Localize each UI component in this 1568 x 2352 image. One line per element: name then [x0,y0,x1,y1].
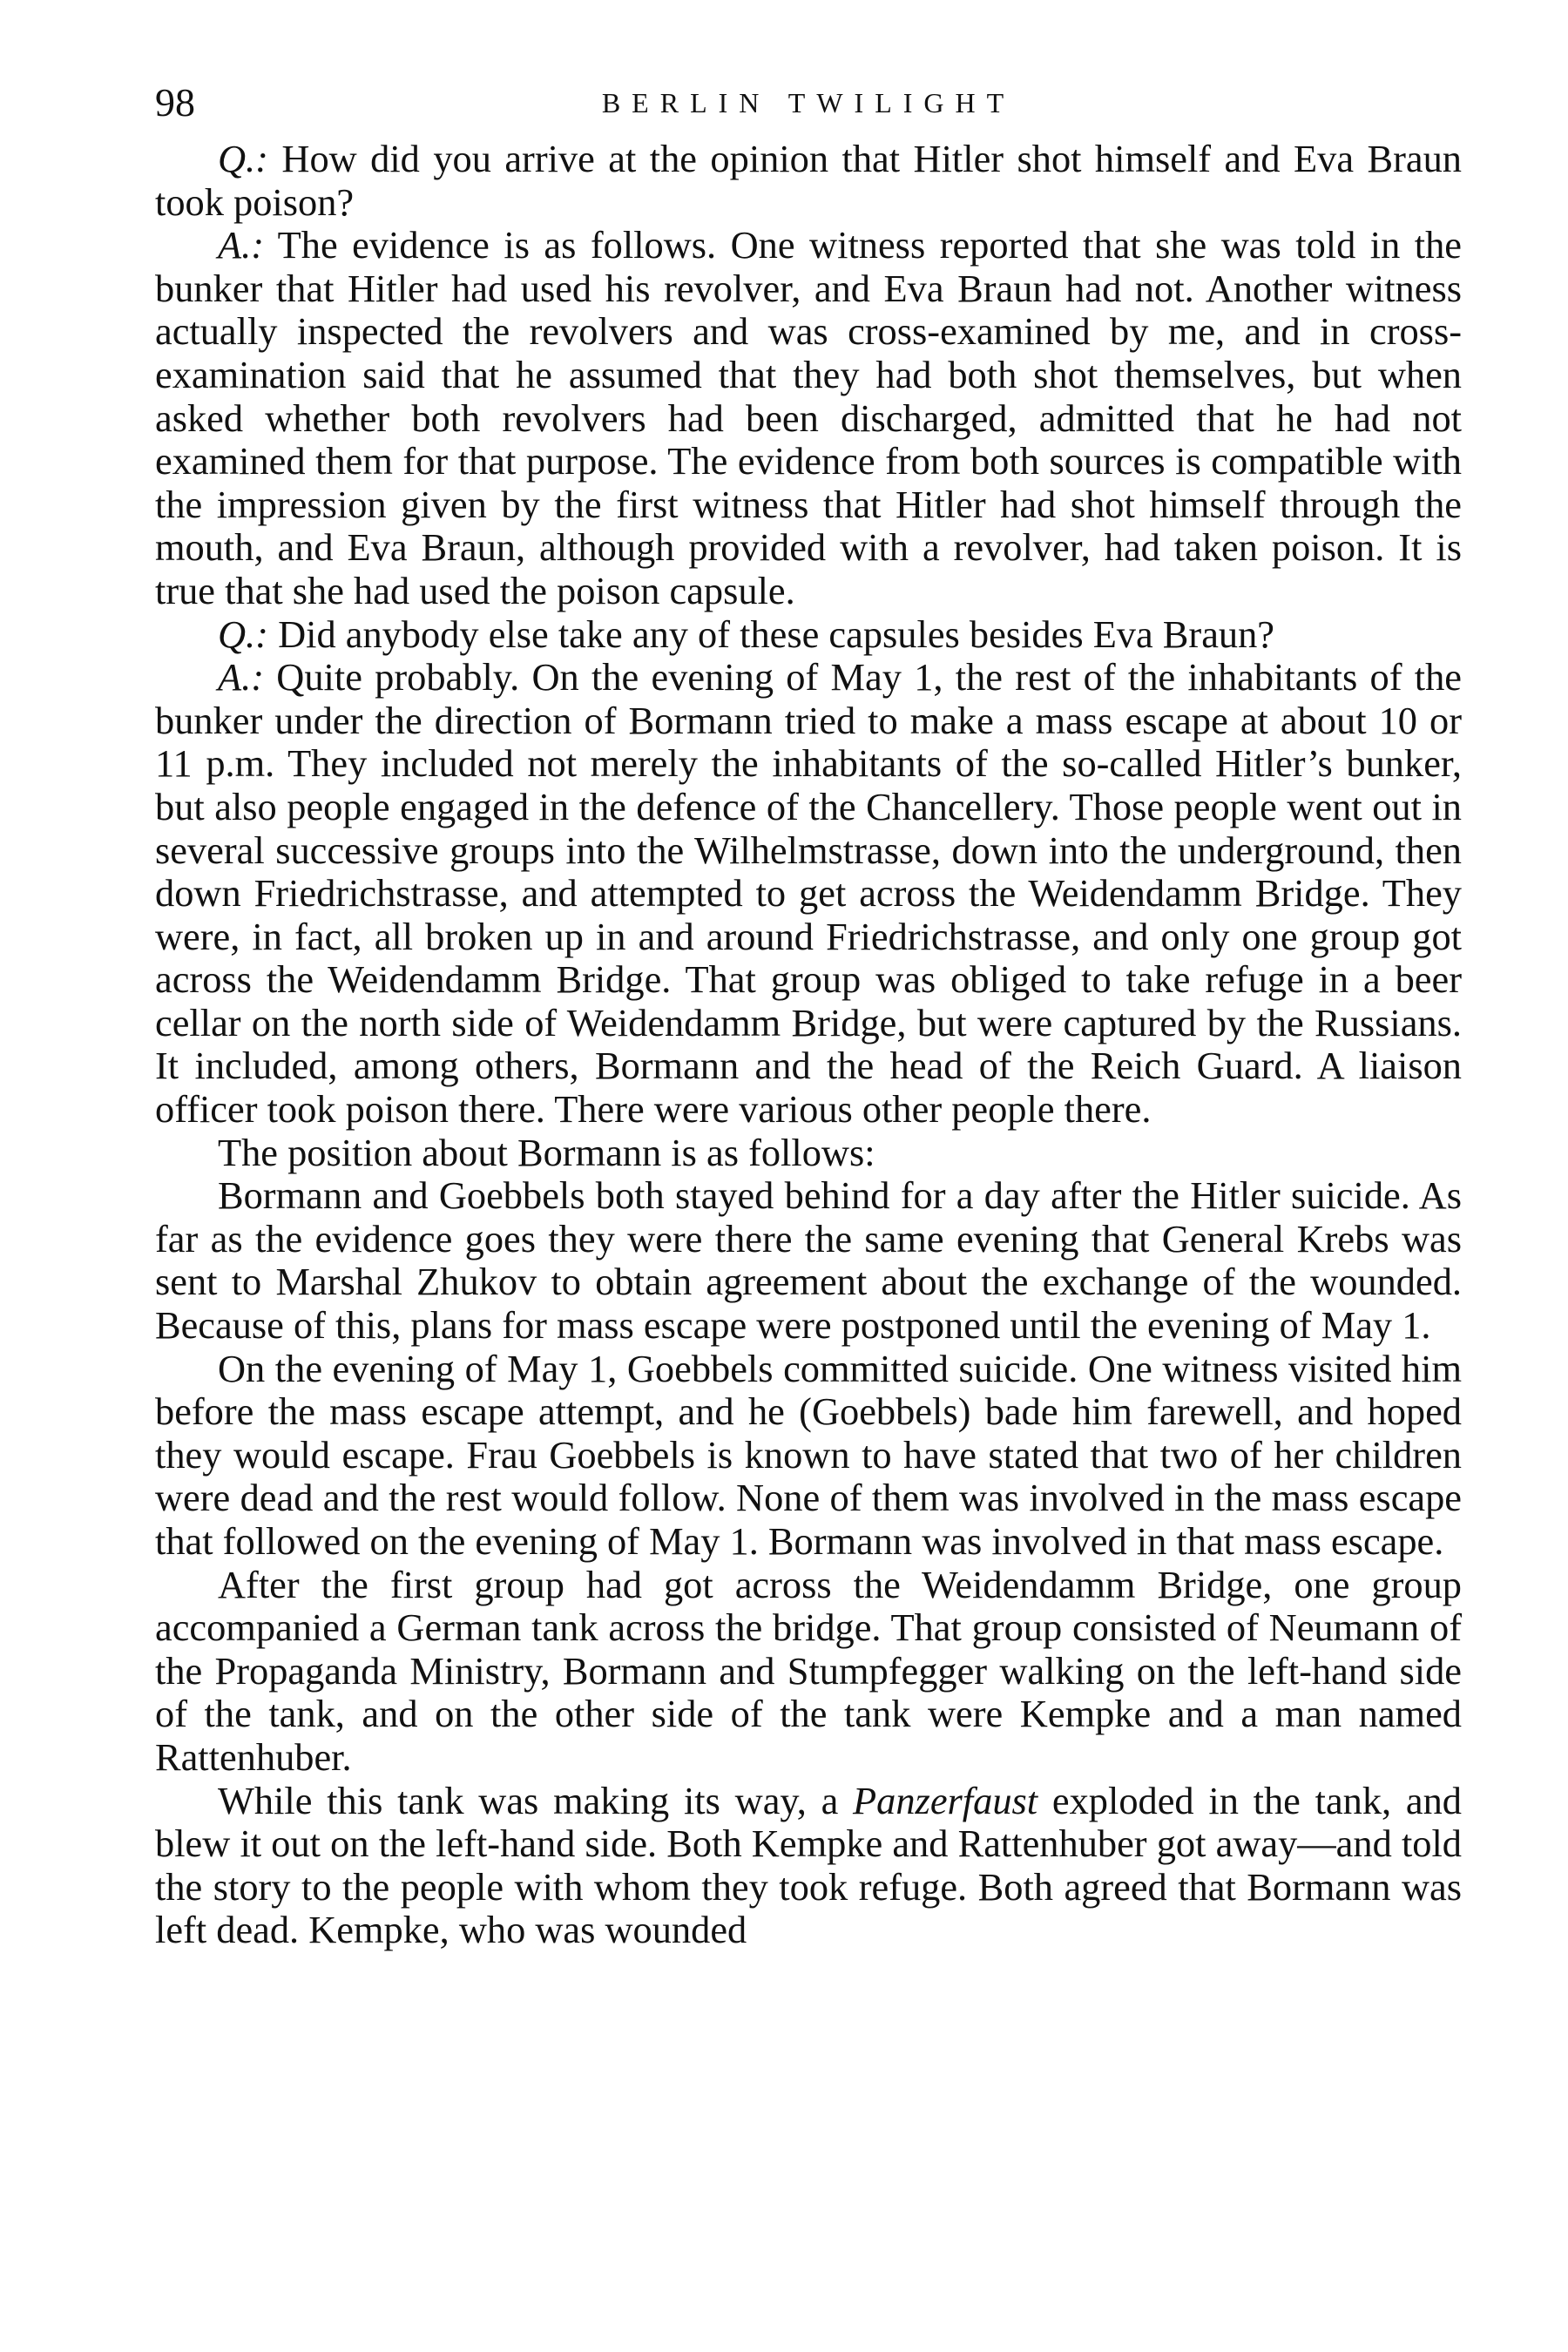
emphasis-panzerfaust: Panzerfaust [853,1778,1038,1822]
answer-text: Quite probably. On the evening of May 1, the rest of the inhabitants of the bunker under the direction of Bormann tried to make a mass escape at about 10 or 11 p.m. They included not merely the inhabitants of the so-called Hitler’s bunker, but also people engaged in the defence of the Chancellery. Those people went out in several successive groups into the Wilhelmstrasse, down into the underground, then down Friedrichstrasse, and attempted to get across the Weidendamm Bridge. They were, in fact, all broken up in and around Friedrichstrasse, and only one group got across the Weidendamm Bridge. That group was obliged to take refuge in a beer cellar on the north side of Weidendamm Bridge, but were captured by the Russians. It included, among others, Bormann and the head of the Reich Guard. A liaison officer took poison there. There were various other people there. [155,655,1462,1132]
paragraph-answer-1 [155,224,1462,612]
answer-label: A.: [218,223,264,267]
paragraph-bormann-goebbels: Bormann and Goebbels both stayed behind for a day after the Hitler suicide. As far as the evidence goes they were there the same evening that General Krebs was sent to Marshal Zhukov to obtain agreement about the exchange of the wounded. Because of this, plans for mass escape were postponed until the evening of May 1. [155,1173,1462,1348]
paragraph-text: exploded in the tank, and blew it out on the left-hand side. Both Kempke and Rattenhuber got away—and told the story to the people with whom they took refuge. Both agreed that Bormann was left dead. Kempke, who was wounded [155,1778,1462,1952]
paragraph-text: While this tank was making its way, a [218,1778,854,1822]
paragraph-bormann-position: The position about Bormann is as follows: [218,1130,875,1174]
paragraph-question-2 [155,613,1462,657]
paragraph-goebbels-suicide: On the evening of May 1, Goebbels committed suicide. One witness visited him before the mass escape attempt, and he (Goebbels) bade him farewell, and hoped they would escape. Frau Goebbels is known to have stated that two of her children were dead and the rest would follow. None of them was involved in the mass escape that followed on the evening of May 1. Bormann was involved in that mass escape. [155,1346,1462,1563]
paragraph-answer-2 [155,656,1462,1132]
question-text: How did you arrive at the opinion that Hitler shot himself and Eva Braun took poison? [155,137,1462,224]
question-label: Q.: [218,612,268,656]
paragraph-panzerfaust [155,1780,1462,1952]
paragraph-tank-crossing: After the first group had got across the Weidendamm Bridge, one group accompanied a German tank across the bridge. That group consisted of Neumann of the Propaganda Ministry, Bormann and Stumpfegger walking on the left-hand side of the tank, and on the other side of the tank were Kempke and a man named Rattenhuber. [155,1562,1462,1779]
question-label: Q.: [218,137,268,180]
page-header [155,77,1462,129]
running-title: BERLIN TWILIGHT [601,87,1016,118]
page-number: 98 [155,80,195,125]
paragraph-question-1 [155,138,1462,224]
page-body [155,138,1462,1952]
answer-label: A.: [218,655,264,700]
answer-text: The evidence is as follows. One witness reported that she was told in the bunker that Hitler had used his revolver, and Eva Braun had not. Another witness actually inspected the revolvers and was cross-examined by me, and in cross-examination said that he assumed that they had both shot themselves, but when asked whether both revolvers had been discharged, admitted that he had not examined them for that purpose. The evidence from both sources is compatible with the impression given by the first witness that Hitler had shot himself through the mouth, and Eva Braun, although provided with a revolver, had taken poison. It is true that she had used the poison capsule. [155,223,1462,612]
question-text: Did anybody else take any of these capsules besides Eva Braun? [278,612,1274,656]
